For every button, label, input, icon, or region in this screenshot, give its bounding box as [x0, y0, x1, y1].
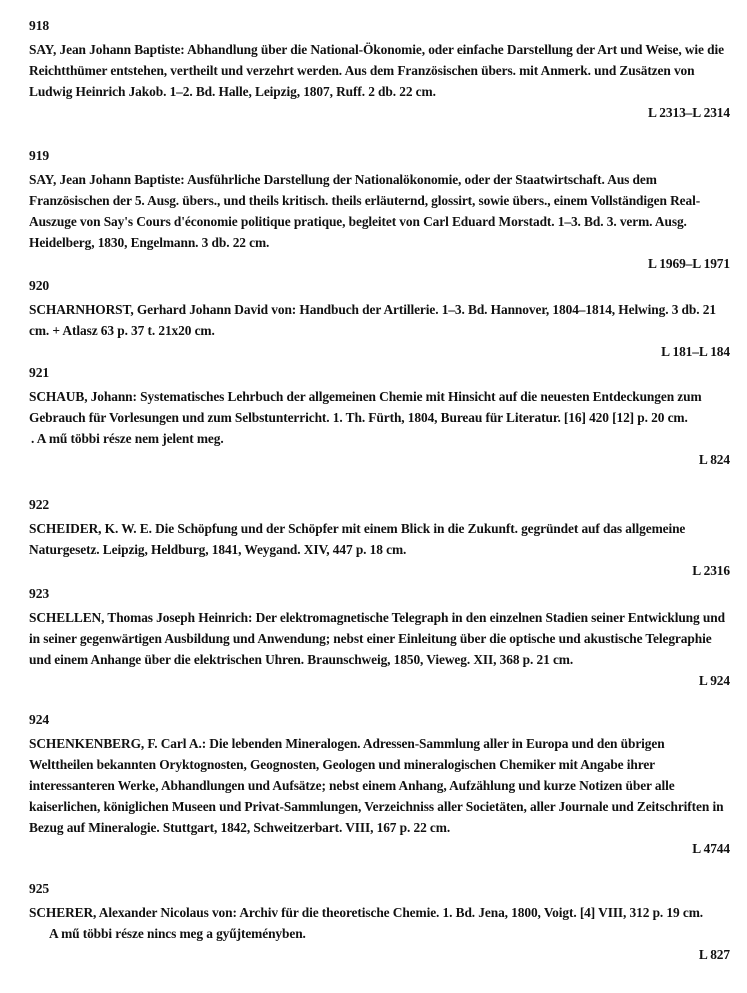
- entry-note: . A mű többi része nem jelent meg.: [31, 431, 224, 446]
- entry-call-number: L 2316: [692, 563, 730, 578]
- entry-description: SCHARNHORST, Gerhard Johann David von: Handbuch der Artillerie. 1–3. Bd. Hannover, 1804–1814, Helwing. 3 db. 21 cm. + Atlasz 63 p. 37 t. 21x20 cm.: [29, 302, 716, 338]
- entry-description: SAY, Jean Johann Baptiste: Ausführliche Darstellung der Nationalökonomie, oder der Staatwirtschaft. Aus dem Französischen der 5. Ausg. übers., und theils kritisch. theils erläuternd, glossirt, sowie übers., einem Vollständigen Real-Auszuge von Say's Cours d'économie politique pratique, begleitet von Carl Eduard Morstadt. 1–3. Bd. 3. verm. Ausg. Heidelberg, 1830, Engelmann. 3 db. 22 cm.: [29, 172, 701, 250]
- catalog-entry-919: [29, 145, 730, 274]
- entry-description: SAY, Jean Johann Baptiste: Abhandlung über die National-Ökonomie, oder einfache Darstellung der Art und Weise, wie die Reichtthümer entstehen, vertheilt und verzehrt werden. Aus dem Französischen übers. mit Anmerk. und Zusätzen von Ludwig Heinrich Jakob. 1–2. Bd. Halle, Leipzig, 1807, Ruff. 2 db. 22 cm.: [29, 42, 724, 99]
- catalog-entry-921: [29, 362, 730, 470]
- entry-call-number: L 2313–L 2314: [647, 105, 730, 120]
- entry-description: SCHERER, Alexander Nicolaus von: Archiv für die theoretische Chemie. 1. Bd. Jena, 1800, Voigt. [4] VIII, 312 p. 19 cm.: [29, 905, 703, 920]
- entry-number: 922: [29, 497, 50, 512]
- entry-number: 923: [29, 586, 50, 601]
- entry-description: SCHENKENBERG, F. Carl A.: Die lebenden Mineralogen. Adressen-Sammlung aller in Europa und den übrigen Welttheilen bekannten Oryktognosten, Geognosten, Geologen und mineralogischen Chemiker mit Angabe ihrer interessanteren Werke, Abhandlungen und Aufsätze; nebst einem Anhang, Aufzählung und kurze Notizen über alle kaiserlichen, königlichen Museen und Privat-Sammlungen, Verzeichniss aller Societäten, aller Journale und Zeitschriften in Bezug auf Mineralogie. Stuttgart, 1842, Schweitzerbart. VIII, 167 p. 22 cm.: [29, 736, 724, 835]
- entry-note: A mű többi része nincs meg a gyűjteményben.: [49, 926, 306, 941]
- entry-call-number: L 4744: [692, 841, 730, 856]
- catalog-entry-923: [29, 583, 730, 691]
- entry-number: 924: [29, 712, 50, 727]
- entry-number: 918: [29, 18, 50, 33]
- entry-number: 925: [29, 881, 50, 896]
- catalog-entry-925: [29, 878, 730, 965]
- entry-number: 919: [29, 148, 50, 163]
- catalog-entry-922: [29, 494, 730, 581]
- entry-number: 920: [29, 278, 50, 293]
- entry-description: SCHAUB, Johann: Systematisches Lehrbuch der allgemeinen Chemie mit Hinsicht auf die neuesten Entdeckungen zum Gebrauch für Vorlesungen und zum Selbstunterricht. 1. Th. Fürth, 1804, Bureau für Literatur. [16] 420 [12] p. 20 cm.: [29, 389, 702, 425]
- catalog-entry-918: [29, 15, 730, 123]
- catalog-entry-920: [29, 275, 730, 362]
- entry-call-number: L 181–L 184: [661, 344, 730, 359]
- entry-call-number: L 824: [698, 452, 730, 467]
- entry-number: 921: [29, 365, 50, 380]
- entry-call-number: L 827: [698, 947, 730, 962]
- entry-description: SCHELLEN, Thomas Joseph Heinrich: Der elektromagnetische Telegraph in den einzelnen Stadien seiner Entwicklung und in seiner gegenwärtigen Ausbildung und Anwendung; nebst einer Einleitung über die optische und akustische Telegraphie und einem Anhange über die elektrischen Uhren. Braunschweig, 1850, Vieweg. XII, 368 p. 21 cm.: [29, 610, 725, 667]
- entry-call-number: L 924: [698, 673, 730, 688]
- entry-call-number: L 1969–L 1971: [647, 256, 730, 271]
- catalog-entry-924: [29, 709, 730, 859]
- entry-description: SCHEIDER, K. W. E. Die Schöpfung und der Schöpfer mit einem Blick in die Zukunft. gegründet auf das allgemeine Naturgesetz. Leipzig, Heldburg, 1841, Weygand. XIV, 447 p. 18 cm.: [29, 521, 686, 557]
